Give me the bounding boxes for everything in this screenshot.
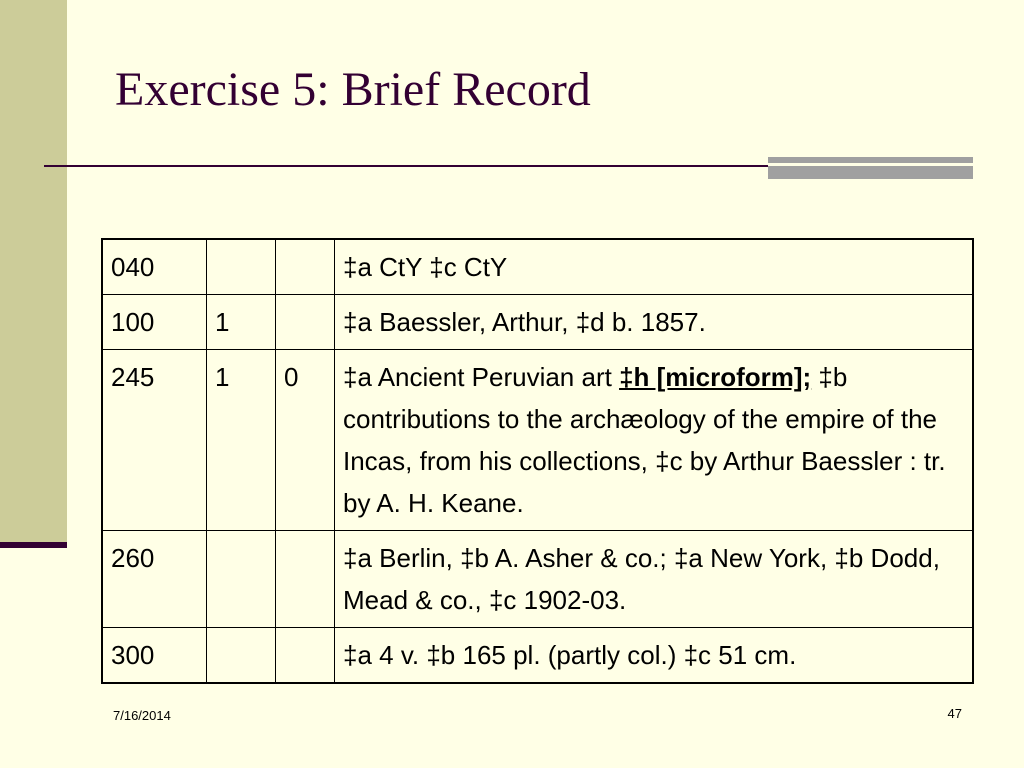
field-content: ‡a Baessler, Arthur, ‡d b. 1857. — [335, 295, 974, 350]
field-tag: 260 — [102, 531, 207, 628]
table-row — [102, 628, 973, 684]
indicator-2 — [276, 239, 335, 295]
table-row — [102, 531, 973, 628]
field-content — [335, 350, 974, 531]
indicator-1 — [207, 628, 276, 684]
indicator-1: 1 — [207, 295, 276, 350]
field-tag: 300 — [102, 628, 207, 684]
title-accent-bar — [768, 157, 973, 179]
indicator-1 — [207, 239, 276, 295]
field-tag: 040 — [102, 239, 207, 295]
side-band — [0, 0, 67, 548]
field-content: ‡a CtY ‡c CtY — [335, 239, 974, 295]
slide-title: Exercise 5: Brief Record — [115, 63, 591, 116]
marc-record-table — [101, 238, 974, 684]
table-row — [102, 295, 973, 350]
table-row — [102, 350, 973, 531]
field-tag: 245 — [102, 350, 207, 531]
indicator-2 — [276, 628, 335, 684]
field-content: ‡a Berlin, ‡b A. Asher & co.; ‡a New York, ‡b Dodd, Mead & co., ‡c 1902-03. — [335, 531, 974, 628]
indicator-2 — [276, 295, 335, 350]
field-content-rest: ‡b contributions to the archæology of the empire of the Incas, from his collections, ‡c by Arthur Baessler : tr. by A. H. Keane. — [343, 362, 946, 518]
field-tag: 100 — [102, 295, 207, 350]
field-content-start: ‡a Ancient Peruvian art — [343, 362, 620, 392]
field-content: ‡a 4 v. ‡b 165 pl. (partly col.) ‡c 51 cm. — [335, 628, 974, 684]
indicator-1: 1 — [207, 350, 276, 531]
table-row — [102, 239, 973, 295]
indicator-1 — [207, 531, 276, 628]
indicator-2: 0 — [276, 350, 335, 531]
medium-designator-highlight: ‡h [microform]; — [619, 362, 812, 392]
title-rule — [44, 165, 768, 167]
slide-page-number: 47 — [947, 706, 962, 721]
slide-date: 7/16/2014 — [113, 708, 171, 723]
side-band-accent — [0, 542, 67, 548]
indicator-2 — [276, 531, 335, 628]
